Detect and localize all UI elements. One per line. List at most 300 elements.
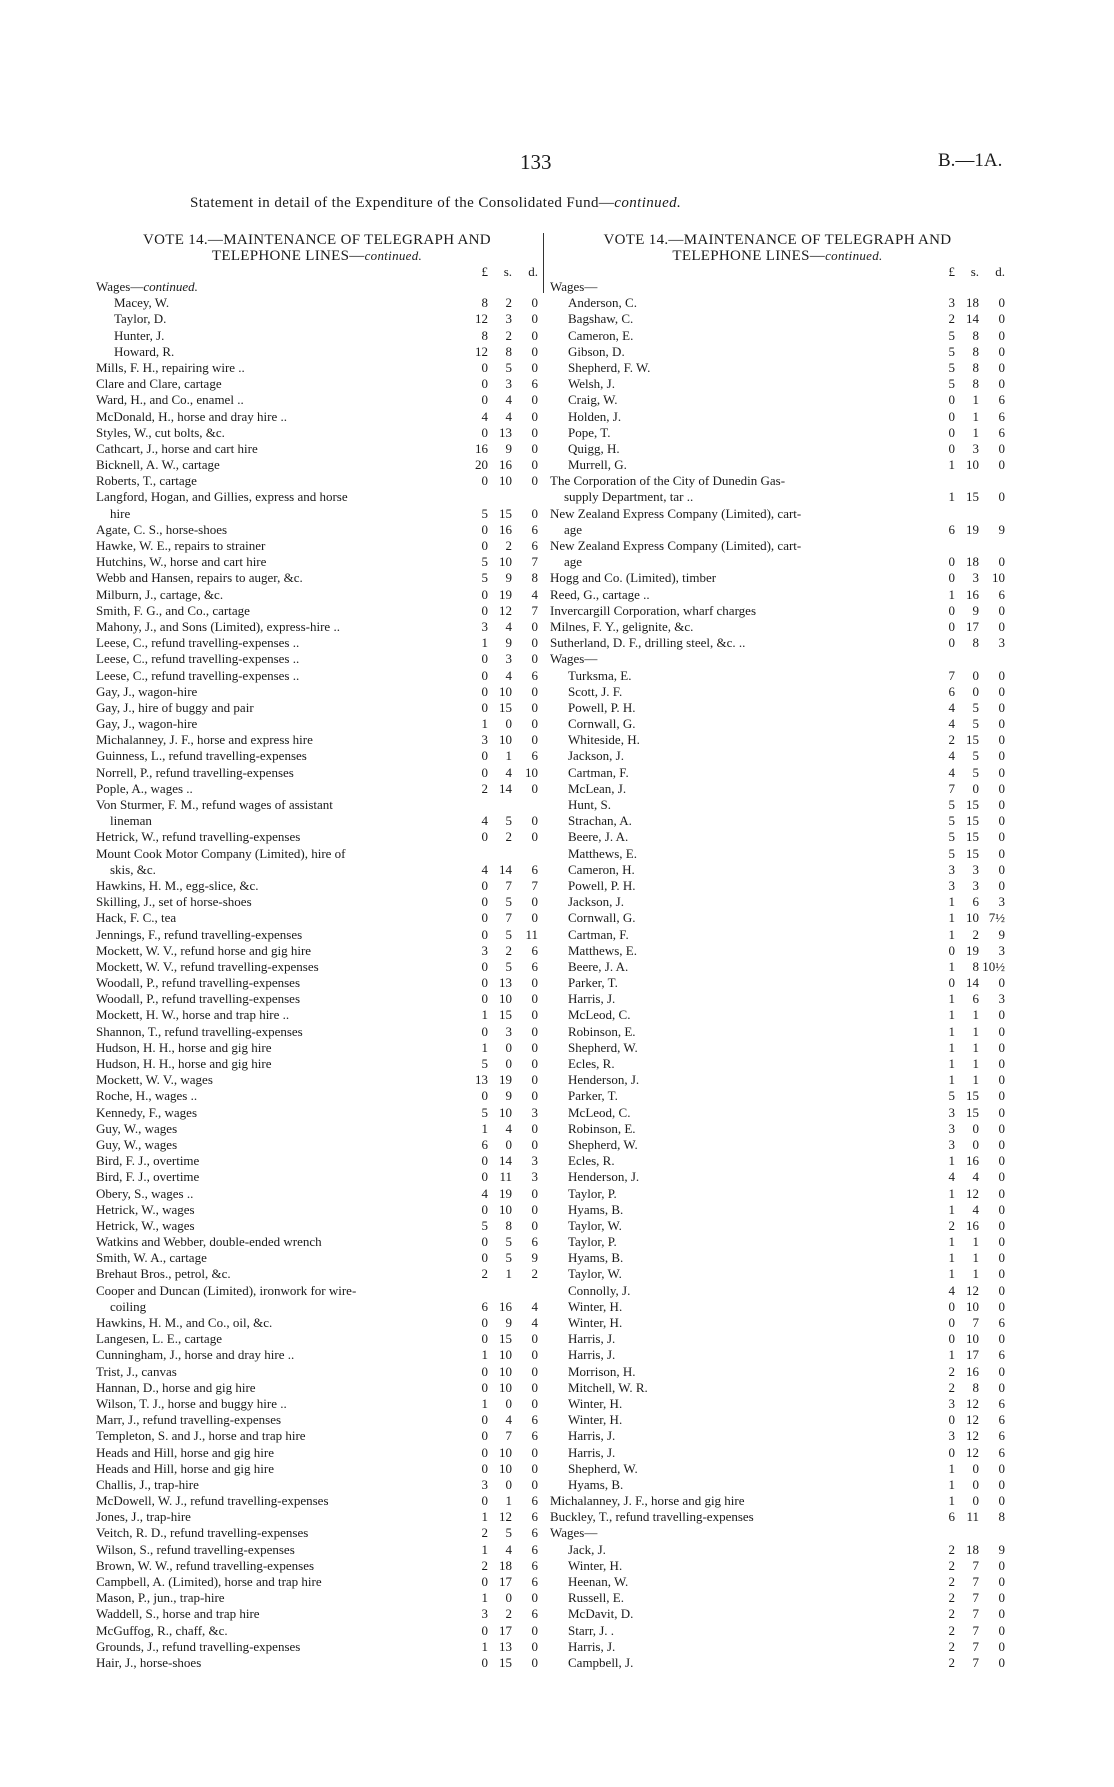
ledger-amount — [927, 651, 1005, 667]
ledger-entry-text: Hetrick, W., wages — [96, 1201, 195, 1217]
ledger-entry-text: Hack, F. C., tea — [96, 910, 177, 926]
ledger-entry-text: Leese, C., refund travelling-expenses .. — [96, 635, 300, 651]
ledger-amount: 0 1 6 — [948, 408, 1005, 424]
ledger-entry-text: Turksma, E. — [568, 667, 632, 683]
ledger-amount: 0 3 0 — [481, 651, 538, 667]
ledger-entry-text: Langford, Hogan, and Gillies, express and horse — [96, 489, 348, 505]
ledger-entry-text: Howard, R. — [114, 343, 175, 359]
ledger-entry-text: lineman — [110, 813, 152, 829]
ledger-entry-text: Roche, H., wages .. — [96, 1088, 198, 1104]
left-column — [96, 233, 538, 1671]
ledger-amount: 1 0 0 — [481, 1039, 538, 1055]
ledger-entry-text: Trist, J., canvas — [96, 1363, 177, 1379]
right-column — [550, 233, 1005, 1671]
ledger-entry-text: Parker, T. — [568, 1088, 618, 1104]
ledger-entry-text: Heenan, W. — [568, 1574, 629, 1589]
ledger-amount: 6 0 0 — [481, 1136, 538, 1152]
ledger-entry-text: Gay, J., wagon-hire — [96, 716, 198, 732]
ledger-amount: 0 15 0 — [481, 1331, 538, 1347]
left-heading-line2: TELEPHONE LINES—continued. — [211, 248, 423, 264]
ledger-row — [96, 1396, 538, 1412]
ledger-row — [550, 1590, 1005, 1606]
left-rows — [96, 279, 538, 1671]
ledger-amount: 0 7 6 — [948, 1315, 1005, 1330]
ledger-entry-text: Cornwall, G. — [568, 716, 636, 732]
ledger-amount: 4 14 6 — [481, 861, 538, 877]
ledger-entry-text: Jackson, J. — [568, 894, 624, 910]
right-heading — [550, 233, 1005, 265]
ledger-amount: 3 18 0 — [948, 295, 1005, 311]
ledger-entry-text: Mason, P., jun., trap-hire — [96, 1590, 225, 1606]
ledger-amount: 0 10 0 — [948, 1298, 1005, 1314]
ledger-entry-text: Welsh, J. — [568, 376, 615, 392]
ledger-row — [550, 846, 1005, 862]
ledger-entry-text: Cartman, F. — [568, 764, 629, 780]
ledger-amount: 8 2 0 — [481, 327, 538, 343]
ledger-entry-text: supply Department, tar .. — [564, 489, 694, 505]
ledger-amount: 0 2 0 — [481, 829, 538, 845]
right-heading-line1: VOTE 14.—MAINTENANCE OF TELEGRAPH AND — [603, 232, 952, 248]
ledger-amount — [460, 797, 538, 813]
ledger-row — [550, 603, 1005, 619]
ledger-row — [96, 489, 538, 505]
ledger-row — [96, 862, 538, 878]
ledger-row — [96, 1477, 538, 1493]
ledger-entry-text: Hogg and Co. (Limited), timber — [550, 570, 717, 586]
ledger-row — [550, 1493, 1005, 1509]
ledger-amount: 0 14 3 — [481, 1153, 538, 1169]
ledger-row — [550, 554, 1005, 570]
ledger-amount: 1 8 10½ — [948, 958, 1005, 974]
ledger-amount: 1 4 0 — [948, 1201, 1005, 1217]
ledger-amount: 12 8 0 — [475, 343, 538, 359]
ledger-entry-text: Hutchins, W., horse and cart hire — [96, 554, 267, 570]
ledger-entry-text: Wilson, T. J., horse and buggy hire .. — [96, 1395, 287, 1411]
ledger-amount: 1 1 0 — [948, 1007, 1005, 1023]
right-lsd-header: £ s. d. — [948, 264, 1005, 279]
ledger-entry-text: Obery, S., wages .. — [96, 1185, 194, 1201]
ledger-amount: 0 15 0 — [481, 699, 538, 715]
ledger-row — [96, 1574, 538, 1590]
ledger-entry-text: Skilling, J., set of horse-shoes — [96, 894, 252, 910]
ledger-entry-text: Mount Cook Motor Company (Limited), hire of — [96, 845, 346, 861]
ledger-entry-text: Templeton, S. and J., horse and trap hire — [96, 1428, 306, 1444]
ledger-amount: 0 9 4 — [481, 1315, 538, 1330]
ledger-entry-text: Jones, J., trap-hire — [96, 1509, 191, 1525]
ledger-entry-text: Challis, J., trap-hire — [96, 1476, 199, 1492]
ledger-entry-text: Whiteside, H. — [568, 732, 640, 748]
ledger-amount: 1 1 0 — [948, 1023, 1005, 1039]
ledger-entry-text: hire — [110, 505, 131, 521]
ledger-entry-text: Watkins and Webber, double-ended wrench — [96, 1234, 322, 1250]
ledger-entry-text: Bird, F. J., overtime — [96, 1169, 200, 1185]
ledger-amount — [460, 846, 538, 862]
ledger-amount: 2 15 0 — [948, 732, 1005, 748]
ledger-amount: 0 5 11 — [481, 926, 538, 942]
ledger-amount: 0 15 0 — [481, 1654, 538, 1670]
ledger-row — [96, 279, 538, 295]
ledger-amount: 0 10 0 — [481, 1201, 538, 1217]
ledger-row — [96, 1380, 538, 1396]
ledger-entry-text: Harris, J. — [568, 1331, 616, 1347]
ledger-entry-text: Brown, W. W., refund travelling-expenses — [96, 1557, 315, 1573]
ledger-row — [550, 668, 1005, 684]
ledger-amount: 3 3 0 — [948, 877, 1005, 893]
ledger-entry-text: Macey, W. — [114, 295, 170, 311]
ledger-row — [96, 1639, 538, 1655]
ledger-row — [550, 765, 1005, 781]
ledger-row — [96, 522, 538, 538]
ledger-row — [550, 1234, 1005, 1250]
ledger-entry-text: McLeod, C. — [568, 1104, 631, 1120]
ledger-row — [96, 409, 538, 425]
ledger-entry-text: Bicknell, A. W., cartage — [96, 457, 220, 473]
ledger-entry-text: Brehaut Bros., petrol, &c. — [96, 1266, 231, 1282]
ledger-amount: 1 4 0 — [481, 1120, 538, 1136]
ledger-entry-text: Leese, C., refund travelling-expenses .. — [96, 667, 300, 683]
ledger-row — [96, 781, 538, 797]
ledger-row — [96, 1299, 538, 1315]
ledger-amount: 0 4 10 — [481, 764, 538, 780]
ledger-row — [96, 700, 538, 716]
ledger-entry-text: McDonald, H., horse and dray hire .. — [96, 408, 287, 424]
ledger-amount: 1 6 3 — [948, 991, 1005, 1007]
ledger-row — [550, 473, 1005, 489]
ledger-entry-text: Cooper and Duncan (Limited), ironwork for wire- — [96, 1282, 357, 1298]
ledger-row — [550, 506, 1005, 522]
ledger-row — [550, 570, 1005, 586]
ledger-row — [96, 1088, 538, 1104]
ledger-row — [96, 1040, 538, 1056]
ledger-entry-text: Cameron, H. — [568, 861, 635, 877]
ledger-amount: 0 10 0 — [481, 473, 538, 489]
ledger-row — [96, 765, 538, 781]
ledger-amount: 0 1 6 — [948, 392, 1005, 408]
ledger-row — [550, 1655, 1005, 1671]
ledger-amount: 1 0 0 — [481, 716, 538, 732]
ledger-row — [96, 1525, 538, 1541]
ledger-amount: 0 14 0 — [948, 975, 1005, 991]
ledger-entry-text: Henderson, J. — [568, 1169, 640, 1185]
ledger-row — [96, 1234, 538, 1250]
ledger-row — [550, 1137, 1005, 1153]
ledger-row — [550, 1477, 1005, 1493]
ledger-row — [550, 1396, 1005, 1412]
ledger-amount: 1 1 0 — [948, 1266, 1005, 1282]
ledger-entry-text: Styles, W., cut bolts, &c. — [96, 424, 225, 440]
statement-prefix: Statement in detail of the Expenditure of the Consolidated Fund— — [190, 195, 615, 211]
ledger-entry-text: Leese, C., refund travelling-expenses .. — [96, 651, 300, 667]
ledger-entry-text: Strachan, A. — [568, 813, 632, 829]
ledger-amount: 0 10 0 — [481, 683, 538, 699]
ledger-amount: 4 5 0 — [948, 699, 1005, 715]
ledger-entry-text: Pople, A., wages .. — [96, 780, 193, 796]
ledger-entry-text: McDowell, W. J., refund travelling-expenses — [96, 1493, 329, 1509]
ledger-row — [96, 376, 538, 392]
ledger-amount: 2 16 0 — [948, 1217, 1005, 1233]
ledger-amount: 5 9 8 — [481, 570, 538, 586]
ledger-row — [96, 748, 538, 764]
ledger-row — [96, 829, 538, 845]
ledger-amount: 1 1 0 — [948, 1056, 1005, 1071]
ledger-amount: 2 7 0 — [948, 1557, 1005, 1573]
ledger-amount: 0 1 6 — [948, 424, 1005, 440]
ledger-entry-text: Norrell, P., refund travelling-expenses — [96, 764, 294, 780]
ledger-entry-text: Guy, W., wages — [96, 1120, 178, 1136]
ledger-amount: 3 15 0 — [948, 1104, 1005, 1120]
ledger-row — [550, 1283, 1005, 1299]
ledger-row — [550, 1525, 1005, 1541]
ledger-entry-text: Shepherd, W. — [568, 1039, 638, 1055]
ledger-amount: 1 2 9 — [948, 926, 1005, 942]
ledger-amount — [927, 279, 1005, 295]
ledger-row — [96, 732, 538, 748]
ledger-entry-text: Mockett, W. V., wages — [96, 1072, 213, 1088]
ledger-entry-text: Hyams, B. — [568, 1201, 624, 1217]
ledger-row — [96, 1364, 538, 1380]
ledger-amount: 5 15 0 — [948, 813, 1005, 829]
ledger-amount: 1 0 0 — [948, 1476, 1005, 1492]
ledger-row — [550, 279, 1005, 295]
ledger-amount: 3 12 6 — [948, 1395, 1005, 1411]
ledger-entry-text: McLeod, C. — [568, 1007, 631, 1023]
ledger-amount: 0 16 6 — [481, 521, 538, 537]
ledger-row — [96, 1542, 538, 1558]
ledger-entry-text: Scott, J. F. — [568, 683, 623, 699]
ledger-amount: 5 8 0 — [481, 1217, 538, 1233]
ledger-entry-text: Mahony, J., and Sons (Limited), express-hire .. — [96, 618, 340, 634]
ledger-amount: 6 19 9 — [948, 521, 1005, 537]
statement-suffix: continued. — [614, 195, 682, 211]
ledger-entry-text: Ecles, R. — [568, 1153, 615, 1169]
ledger-entry-text: Clare and Clare, cartage — [96, 376, 222, 392]
ledger-amount: 0 3 0 — [948, 440, 1005, 456]
ledger-amount: 2 18 6 — [481, 1557, 538, 1573]
ledger-entry-text: Hudson, H. H., horse and gig hire — [96, 1056, 272, 1071]
ledger-row — [550, 295, 1005, 311]
ledger-amount: 2 14 0 — [481, 780, 538, 796]
ledger-row — [96, 1606, 538, 1622]
ledger-entry-text: Taylor, W. — [568, 1217, 622, 1233]
ledger-amount: 0 19 4 — [481, 586, 538, 602]
ledger-entry-text: Wages— — [550, 279, 598, 294]
ledger-entry-text: Campbell, A. (Limited), horse and trap hire — [96, 1574, 322, 1589]
ledger-row — [96, 1590, 538, 1606]
ledger-amount: 5 15 0 — [948, 829, 1005, 845]
ledger-row — [96, 587, 538, 603]
ledger-entry-text: Holden, J. — [568, 408, 622, 424]
ledger-amount: 1 0 0 — [948, 1460, 1005, 1476]
ledger-amount: 0 5 0 — [481, 359, 538, 375]
ledger-amount: 4 12 0 — [948, 1282, 1005, 1298]
ledger-amount: 1 13 0 — [481, 1638, 538, 1654]
ledger-row — [96, 619, 538, 635]
ledger-amount: 3 10 0 — [481, 732, 538, 748]
ledger-row — [96, 506, 538, 522]
ledger-entry-text: age — [564, 521, 583, 537]
ledger-entry-text: Michalanney, J. F., horse and gig hire — [550, 1493, 745, 1509]
ledger-entry-text: New Zealand Express Company (Limited), cart- — [550, 538, 802, 553]
ledger-amount: 5 8 0 — [948, 343, 1005, 359]
ledger-entry-text: Taylor, P. — [568, 1234, 617, 1250]
ledger-amount: 0 10 0 — [481, 1460, 538, 1476]
column-divider — [543, 233, 544, 293]
ledger-amount: 0 1 6 — [481, 1493, 538, 1509]
ledger-row — [96, 1024, 538, 1040]
ledger-amount: 16 9 0 — [475, 440, 538, 456]
ledger-entry-text: Matthews, E. — [568, 942, 637, 958]
ledger-row — [96, 1105, 538, 1121]
ledger-row — [550, 360, 1005, 376]
ledger-amount: 2 5 6 — [481, 1525, 538, 1541]
ledger-amount: 1 10 0 — [948, 457, 1005, 473]
ledger-amount: 1 15 0 — [948, 489, 1005, 505]
ledger-amount: 4 5 0 — [948, 716, 1005, 732]
left-heading-line1: VOTE 14.—MAINTENANCE OF TELEGRAPH AND — [143, 232, 491, 248]
ledger-row — [96, 797, 538, 813]
ledger-row — [96, 1623, 538, 1639]
ledger-amount — [927, 538, 1005, 554]
ledger-row — [550, 587, 1005, 603]
left-heading — [96, 233, 538, 265]
ledger-entry-text: Michalanney, J. F., horse and express hire — [96, 732, 313, 748]
ledger-row — [96, 878, 538, 894]
ledger-row — [96, 894, 538, 910]
ledger-row — [550, 927, 1005, 943]
ledger-row — [550, 1509, 1005, 1525]
ledger-row — [96, 716, 538, 732]
ledger-row — [96, 684, 538, 700]
ledger-entry-text: Winter, H. — [568, 1412, 623, 1428]
ledger-amount: 1 0 0 — [481, 1395, 538, 1411]
ledger-amount: 1 1 0 — [948, 1250, 1005, 1266]
ledger-amount: 0 5 6 — [481, 1234, 538, 1250]
ledger-amount: 2 7 0 — [948, 1638, 1005, 1654]
ledger-entry-text: Quigg, H. — [568, 440, 620, 456]
ledger-row — [550, 1347, 1005, 1363]
ledger-row — [550, 1428, 1005, 1444]
ledger-row — [550, 1331, 1005, 1347]
ledger-row — [550, 441, 1005, 457]
ledger-row — [550, 1105, 1005, 1121]
ledger-entry-text: Hyams, B. — [568, 1476, 624, 1492]
document-reference: B.—1A. — [938, 150, 1003, 171]
ledger-amount: 1 12 6 — [481, 1509, 538, 1525]
ledger-amount: 5 10 3 — [481, 1104, 538, 1120]
ledger-entry-text: Henderson, J. — [568, 1072, 640, 1088]
ledger-row — [550, 1250, 1005, 1266]
ledger-row — [96, 1445, 538, 1461]
ledger-row — [550, 1266, 1005, 1282]
ledger-row — [550, 1623, 1005, 1639]
ledger-row — [550, 651, 1005, 667]
ledger-row — [550, 991, 1005, 1007]
ledger-entry-text: Wages— — [550, 651, 598, 667]
ledger-row — [550, 1024, 1005, 1040]
ledger-amount: 0 10 0 — [481, 1363, 538, 1379]
ledger-amount: 0 17 0 — [948, 618, 1005, 634]
ledger-entry-text: Mills, F. H., repairing wire .. — [96, 359, 245, 375]
ledger-amount: 4 19 0 — [481, 1185, 538, 1201]
ledger-amount: 1 1 0 — [948, 1072, 1005, 1088]
ledger-amount: 1 0 0 — [481, 1590, 538, 1606]
ledger-amount: 0 4 6 — [481, 1412, 538, 1428]
right-rows — [550, 279, 1005, 1671]
ledger-amount: 0 19 3 — [948, 942, 1005, 958]
ledger-amount: 1 0 0 — [948, 1493, 1005, 1509]
ledger-entry-text: Milburn, J., cartage, &c. — [96, 586, 224, 602]
ledger-row — [96, 1121, 538, 1137]
ledger-row — [550, 1461, 1005, 1477]
ledger-amount: 3 2 6 — [481, 1606, 538, 1622]
ledger-entry-text: Starr, J. . — [568, 1622, 615, 1638]
ledger-entry-text: Shepherd, F. W. — [568, 359, 651, 375]
ledger-entry-text: Smith, F. G., and Co., cartage — [96, 602, 250, 618]
ledger-entry-text: Hawke, W. E., repairs to strainer — [96, 538, 266, 553]
ledger-entry-text: Mitchell, W. R. — [568, 1379, 648, 1395]
ledger-amount — [927, 473, 1005, 489]
ledger-amount: 4 5 0 — [948, 764, 1005, 780]
ledger-entry-text: Mockett, H. W., horse and trap hire .. — [96, 1007, 290, 1023]
ledger-row — [550, 797, 1005, 813]
ledger-row — [550, 781, 1005, 797]
ledger-row — [96, 1461, 538, 1477]
ledger-amount: 0 2 6 — [481, 538, 538, 553]
ledger-row — [550, 489, 1005, 505]
ledger-entry-text: Langesen, L. E., cartage — [96, 1331, 222, 1347]
ledger-amount: 0 12 7 — [481, 602, 538, 618]
ledger-entry-text: Cunningham, J., horse and dray hire .. — [96, 1347, 295, 1363]
ledger-amount: 2 7 0 — [948, 1590, 1005, 1606]
left-lsd-header: £ s. d. — [481, 264, 538, 279]
ledger-entry-text: Smith, W. A., cartage — [96, 1250, 207, 1266]
ledger-amount: 0 4 0 — [481, 392, 538, 408]
ledger-amount: 8 2 0 — [481, 295, 538, 311]
ledger-entry-text: Beere, J. A. — [568, 829, 629, 845]
ledger-entry-text: Taylor, W. — [568, 1266, 622, 1282]
ledger-amount: 1 15 0 — [481, 1007, 538, 1023]
ledger-entry-text: Waddell, S., horse and trap hire — [96, 1606, 260, 1622]
ledger-row — [96, 1137, 538, 1153]
ledger-amount: 7 0 0 — [948, 667, 1005, 683]
ledger-row — [550, 457, 1005, 473]
ledger-row — [96, 360, 538, 376]
ledger-entry-text: Craig, W. — [568, 392, 618, 408]
ledger-row — [96, 975, 538, 991]
ledger-row — [550, 328, 1005, 344]
ledger-amount: 0 5 0 — [481, 894, 538, 910]
ledger-row — [550, 635, 1005, 651]
ledger-row — [550, 829, 1005, 845]
ledger-row — [550, 538, 1005, 554]
ledger-entry-text: New Zealand Express Company (Limited), cart- — [550, 505, 802, 521]
ledger-row — [96, 295, 538, 311]
ledger-row — [550, 959, 1005, 975]
ledger-row — [96, 1283, 538, 1299]
ledger-row — [96, 1153, 538, 1169]
ledger-entry-text: Veitch, R. D., refund travelling-expenses — [96, 1525, 309, 1541]
ledger-row — [550, 975, 1005, 991]
ledger-entry-text: Morrison, H. — [568, 1363, 636, 1379]
ledger-entry-text: Grounds, J., refund travelling-expenses — [96, 1638, 301, 1654]
ledger-amount: 0 18 0 — [948, 554, 1005, 570]
ledger-entry-text: Hawkins, H. M., and Co., oil, &c. — [96, 1315, 273, 1330]
ledger-entry-text: Winter, H. — [568, 1395, 623, 1411]
ledger-amount — [927, 506, 1005, 522]
ledger-entry-text: Marr, J., refund travelling-expenses — [96, 1412, 282, 1428]
ledger-entry-text: Bagshaw, C. — [568, 311, 634, 327]
ledger-amount: 0 9 0 — [481, 1088, 538, 1104]
